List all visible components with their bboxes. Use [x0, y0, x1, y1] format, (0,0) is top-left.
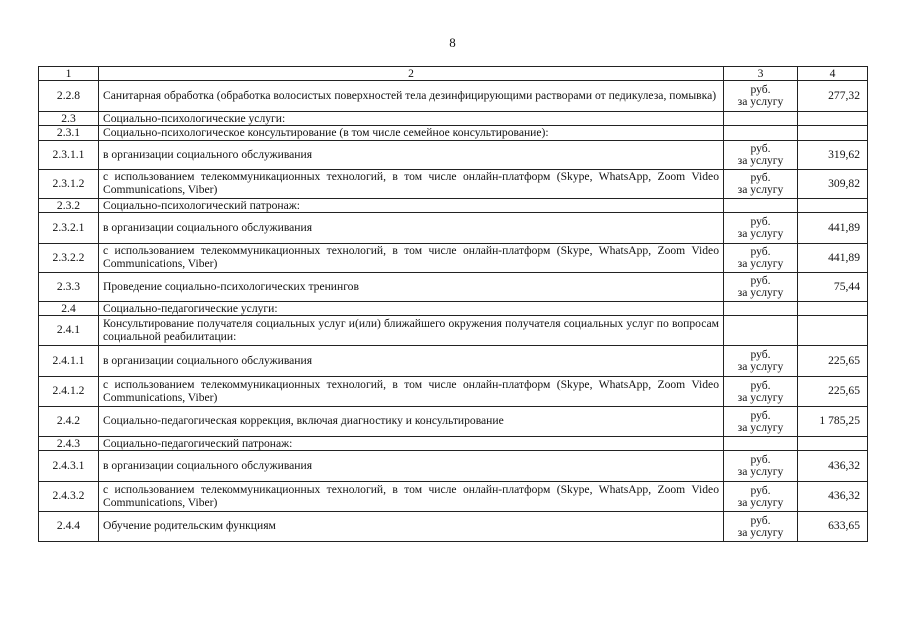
unit-cell [724, 112, 798, 126]
row-number: 2.3.3 [39, 273, 99, 302]
unit-text: за услугу [737, 360, 784, 373]
tariff-table [38, 66, 868, 542]
table-row [39, 81, 868, 112]
row-number: 2.4.3.1 [39, 451, 99, 482]
row-number: 2.4.2 [39, 407, 99, 437]
unit-text: руб. [750, 142, 771, 155]
row-number: 2.3.1 [39, 126, 99, 141]
unit-text: руб. [750, 453, 771, 466]
table-row [39, 437, 868, 451]
row-number: 2.4 [39, 302, 99, 316]
unit-cell [724, 377, 798, 407]
unit-text: за услугу [737, 154, 784, 167]
unit-cell [724, 81, 798, 112]
table-row [39, 170, 868, 199]
row-number: 2.4.1 [39, 316, 99, 346]
price-value: 319,62 [798, 141, 868, 170]
unit-text: за услугу [737, 525, 784, 539]
row-number: 2.2.8 [39, 81, 99, 112]
column-header: 1 [39, 67, 99, 81]
price-value [798, 302, 868, 316]
table-row [39, 141, 868, 170]
price-value: 633,65 [798, 512, 868, 542]
unit-text: за услугу [737, 227, 784, 240]
row-number: 2.3.2.2 [39, 244, 99, 273]
table-row [39, 482, 868, 512]
unit-cell [724, 512, 798, 542]
service-name: Обучение родительским функциям [99, 512, 724, 542]
table-row [39, 451, 868, 482]
table-row [39, 273, 868, 302]
unit-cell [724, 302, 798, 316]
unit-cell [724, 346, 798, 377]
row-number: 2.4.1.2 [39, 377, 99, 407]
service-name: с использованием телекоммуникационных технологий, в том числе онлайн-платформ (Skype, WhatsApp, Zoom Video Communications, Viber) [99, 377, 724, 407]
unit-text: за услугу [737, 95, 784, 108]
service-name: с использованием телекоммуникационных технологий, в том числе онлайн-платформ (Skype, WhatsApp, Zoom Video Communications, Viber) [99, 482, 724, 512]
unit-text: руб. [750, 83, 771, 96]
unit-cell [724, 126, 798, 141]
service-name: Социально-педагогическая коррекция, включая диагностику и консультирование [99, 407, 724, 437]
table-row [39, 407, 868, 437]
table-row [39, 112, 868, 126]
row-number: 2.4.3.2 [39, 482, 99, 512]
price-value [798, 126, 868, 141]
unit-text: за услугу [737, 257, 784, 270]
unit-text: за услугу [737, 420, 784, 434]
service-name: Социально-психологическое консультирование (в том числе семейное консультирование): [99, 126, 724, 141]
table-row [39, 377, 868, 407]
unit-text: руб. [750, 215, 771, 228]
column-header: 4 [798, 67, 868, 81]
unit-text: руб. [750, 274, 771, 287]
price-value: 1 785,25 [798, 407, 868, 437]
row-number: 2.3.2.1 [39, 213, 99, 244]
service-name: Социально-психологические услуги: [99, 112, 724, 126]
service-name: Консультирование получателя социальных услуг и(или) ближайшего окружения получателя социальных услуг по вопросам социальной реабилитации: [99, 316, 724, 346]
unit-text: за услугу [737, 495, 784, 509]
row-number: 2.3.2 [39, 199, 99, 213]
page-number: 8 [449, 35, 456, 50]
unit-cell [724, 244, 798, 273]
unit-text: за услугу [737, 183, 784, 196]
service-name: в организации социального обслуживания [99, 451, 724, 482]
unit-cell [724, 141, 798, 170]
column-header: 3 [724, 67, 798, 81]
unit-text: за услугу [737, 465, 784, 478]
unit-cell [724, 273, 798, 302]
price-value: 441,89 [798, 244, 868, 273]
price-value: 309,82 [798, 170, 868, 199]
unit-cell [724, 170, 798, 199]
table-row [39, 126, 868, 141]
row-number: 2.4.1.1 [39, 346, 99, 377]
service-name: Социально-психологический патронаж: [99, 199, 724, 213]
price-value: 441,89 [798, 213, 868, 244]
unit-text: за услугу [737, 390, 784, 404]
price-value [798, 112, 868, 126]
unit-cell [724, 407, 798, 437]
table-row [39, 213, 868, 244]
service-name: с использованием телекоммуникационных технологий, в том числе онлайн-платформ (Skype, WhatsApp, Zoom Video Communications, Viber) [99, 170, 724, 199]
unit-cell [724, 213, 798, 244]
price-value [798, 316, 868, 346]
price-value: 225,65 [798, 346, 868, 377]
table-row [39, 316, 868, 346]
service-name: Санитарная обработка (обработка волосистых поверхностей тела дезинфицирующими растворами от педикулеза, помывка) [99, 81, 724, 112]
table-row [39, 346, 868, 377]
row-number: 2.3.1.1 [39, 141, 99, 170]
price-value: 277,32 [798, 81, 868, 112]
price-value [798, 199, 868, 213]
unit-cell [724, 451, 798, 482]
row-number: 2.4.3 [39, 437, 99, 451]
service-name: Социально-педагогический патронаж: [99, 437, 724, 451]
unit-cell [724, 199, 798, 213]
unit-cell [724, 316, 798, 346]
service-name: в организации социального обслуживания [99, 141, 724, 170]
price-value: 225,65 [798, 377, 868, 407]
table-body [39, 81, 868, 542]
unit-text: руб. [750, 513, 771, 527]
unit-text: руб. [750, 408, 771, 422]
column-header: 2 [99, 67, 724, 81]
unit-text: руб. [750, 171, 771, 184]
unit-cell [724, 437, 798, 451]
unit-text: за услугу [737, 286, 784, 299]
service-name: Проведение социально-психологических тренингов [99, 273, 724, 302]
table-row [39, 512, 868, 542]
unit-text: руб. [750, 245, 771, 258]
service-name: в организации социального обслуживания [99, 213, 724, 244]
price-value [798, 437, 868, 451]
unit-text: руб. [750, 483, 771, 497]
row-number: 2.3 [39, 112, 99, 126]
price-value: 436,32 [798, 482, 868, 512]
table-header-row [39, 67, 868, 81]
price-value: 75,44 [798, 273, 868, 302]
unit-cell [724, 482, 798, 512]
service-name: с использованием телекоммуникационных технологий, в том числе онлайн-платформ (Skype, WhatsApp, Zoom Video Communications, Viber) [99, 244, 724, 273]
table-row [39, 199, 868, 213]
service-name: Социально-педагогические услуги: [99, 302, 724, 316]
price-value: 436,32 [798, 451, 868, 482]
service-name: в организации социального обслуживания [99, 346, 724, 377]
table-row [39, 244, 868, 273]
unit-text: руб. [750, 348, 771, 361]
row-number: 2.3.1.2 [39, 170, 99, 199]
unit-text: руб. [750, 378, 771, 392]
table-row [39, 302, 868, 316]
row-number: 2.4.4 [39, 512, 99, 542]
